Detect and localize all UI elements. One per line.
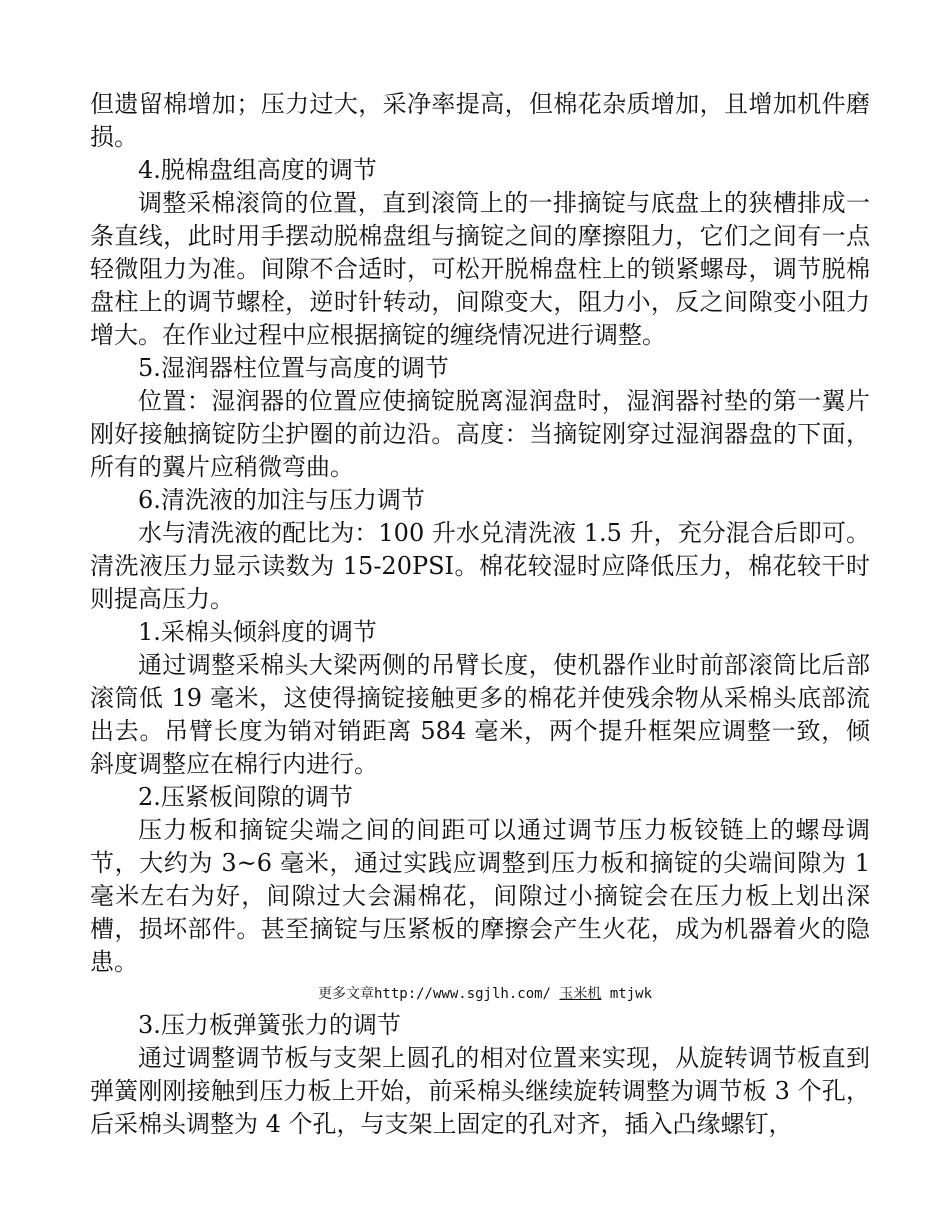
paragraph: 水与清洗液的配比为：100 升水兑清洗液 1.5 升，充分混合后即可。清洗液压力显示读数为 15-20PSI。棉花较湿时应降低压力，棉花较干时则提高压力。 xyxy=(90,519,870,613)
footer-suffix: mtjwk xyxy=(601,986,652,1002)
paragraph: 压力板和摘锭尖端之间的间距可以通过调节压力板铰链上的螺母调节，大约为 3~6 毫米，通过实践应调整到压力板和摘锭的尖端间隙为 1 毫米左右为好，间隙过大会漏棉花，间隙过小摘锭会在压力板上划出深槽，损坏部件。甚至摘锭与压紧板的摩擦会产生火花，成为机器着火的隐患。 xyxy=(90,816,870,976)
section-heading: 6.清洗液的加注与压力调节 xyxy=(138,486,425,514)
document-page xyxy=(90,88,870,1141)
section-heading: 4.脱棉盘组高度的调节 xyxy=(138,156,377,184)
footer-prefix: 更多文章http://www.sgjlh.com/ xyxy=(317,986,560,1002)
paragraph: 但遗留棉增加；压力过大，采净率提高，但棉花杂质增加，且增加机件磨损。 xyxy=(90,90,870,151)
paragraph: 通过调整采棉头大梁两侧的吊臂长度，使机器作业时前部滚筒比后部滚筒低 19 毫米，这使得摘锭接触更多的棉花并使残余物从采棉头底部流出去。吊臂长度为销对销距离 584 毫米，两个提升框架应调整一致，倾斜度调整应在棉行内进行。 xyxy=(90,651,870,778)
paragraph: 调整采棉滚筒的位置，直到滚筒上的一排摘锭与底盘上的狭槽排成一条直线，此时用手摆动脱棉盘组与摘锭之间的摩擦阻力，它们之间有一点轻微阻力为准。间隙不合适时，可松开脱棉盘柱上的锁紧螺母，调节脱棉盘柱上的调节螺栓，逆时针转动，间隙变大，阻力小，反之间隙变小阻力增大。在作业过程中应根据摘锭的缠绕情况进行调整。 xyxy=(90,189,870,349)
paragraph: 位置：湿润器的位置应使摘锭脱离湿润盘时，湿润器衬垫的第一翼片刚好接触摘锭防尘护圈的前边沿。高度：当摘锭刚穿过湿润器盘的下面，所有的翼片应稍微弯曲。 xyxy=(90,387,870,481)
section-heading: 2.压紧板间隙的调节 xyxy=(138,783,353,811)
section-heading: 5.湿润器柱位置与高度的调节 xyxy=(138,354,449,382)
section-heading: 1.采棉头倾斜度的调节 xyxy=(138,618,377,646)
footer-watermark xyxy=(90,979,870,1009)
section-heading: 3.压力板弹簧张力的调节 xyxy=(138,1011,401,1039)
paragraph: 通过调整调节板与支架上圆孔的相对位置来实现，从旋转调节板直到弹簧刚刚接触到压力板上开始，前采棉头继续旋转调整为调节板 3 个孔，后采棉头调整为 4 个孔，与支架上固定的孔对齐，插入凸缘螺钉， xyxy=(90,1044,870,1138)
footer-link[interactable]: 玉米机 xyxy=(559,986,602,1002)
